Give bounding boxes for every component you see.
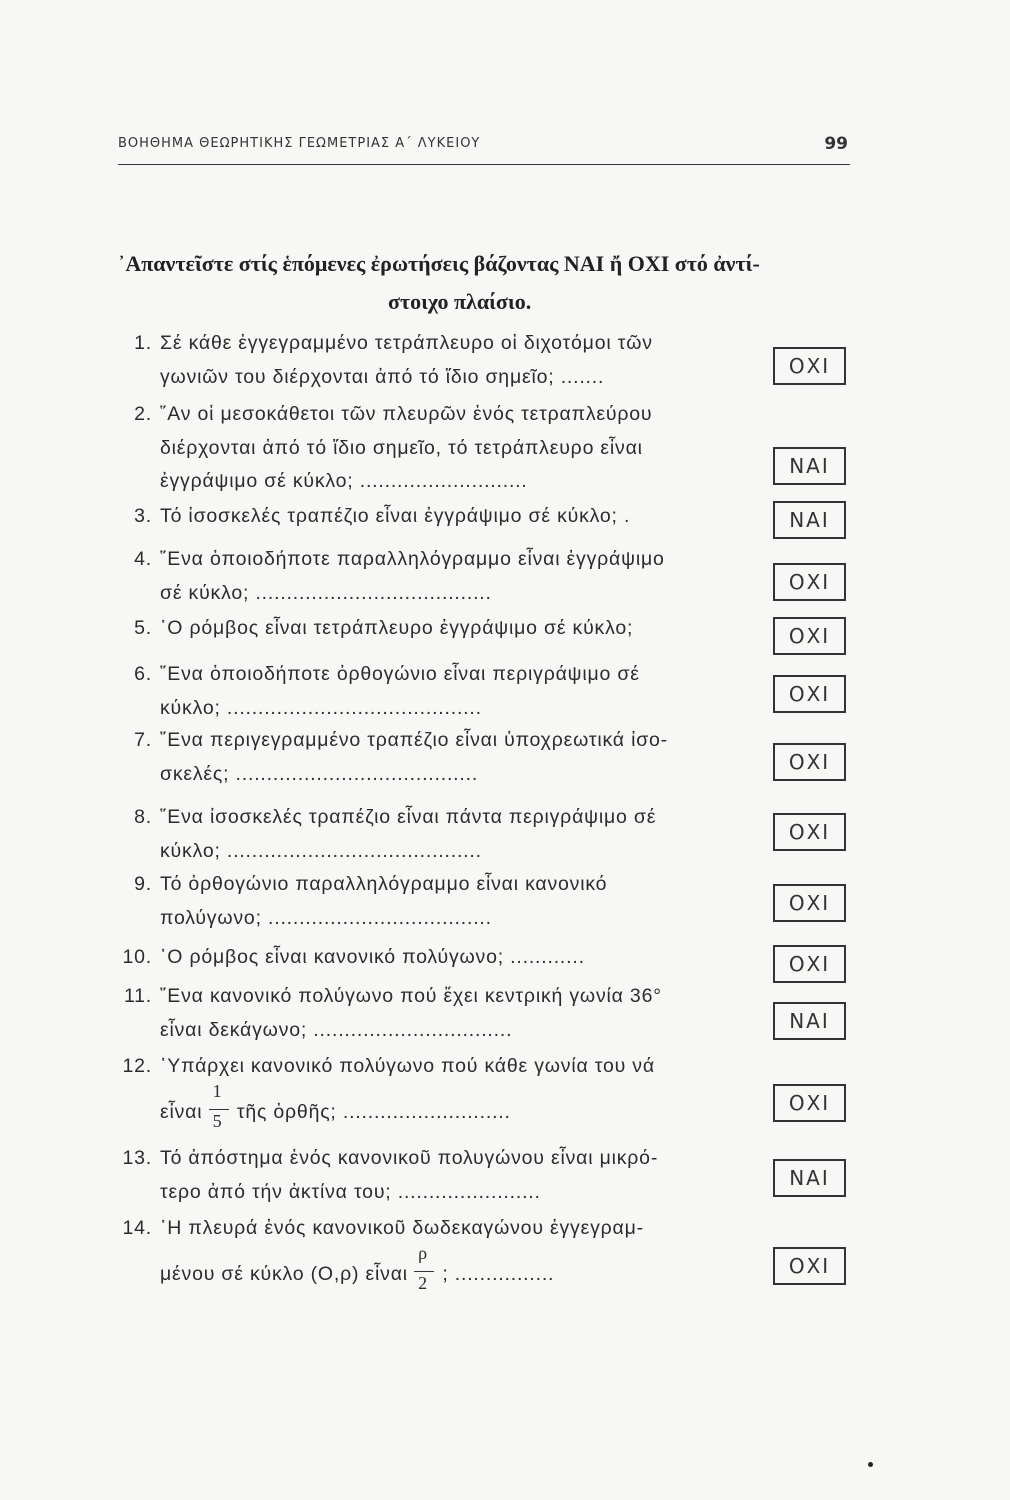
answer-box: ΟΧΙ [773, 743, 846, 781]
fraction-suffix: ; ................ [436, 1262, 555, 1285]
question-line: Τό ἰσοσκελές τραπέζιο εἶναι ἐγγράψιμο σέ κύκλο; . [160, 505, 631, 527]
question-line: Σέ κάθε ἐγγεγραμμένο τετράπλευρο οἱ διχοτόμοι τῶν [160, 332, 653, 354]
question-number: 6. [134, 663, 152, 685]
answer-box: ΝΑΙ [773, 447, 846, 485]
answer-box: ΟΧΙ [773, 563, 846, 601]
fraction-numerator: ρ [418, 1243, 428, 1264]
question-line: ῞Ενα ὁποιοδήποτε παραλληλόγραμμο εἶναι ἐγγράψιμο [160, 548, 665, 570]
question-line: Τό ἀπόστημα ἑνός κανονικοῦ πολυγώνου εἶναι μικρό- [160, 1147, 659, 1169]
question-fraction-line [112, 1243, 555, 1294]
question-number: 12. [122, 1055, 152, 1077]
question-line: διέρχονται ἀπό τό ἴδιο σημεῖο, τό τετράπλευρο εἶναι [160, 436, 643, 459]
question-number: 2. [134, 403, 152, 425]
answer-box: ΝΑΙ [773, 501, 846, 539]
question-line: ῞Ενα ἰσοσκελές τραπέζιο εἶναι πάντα περιγράψιμο σέ [160, 806, 657, 828]
question-line: ῞Ενα ὁποιοδήποτε ὀρθογώνιο εἶναι περιγράψιμο σέ [160, 663, 640, 685]
fraction-denominator: 2 [418, 1273, 428, 1294]
answer-box: ΟΧΙ [773, 884, 846, 922]
instructions-line-1: ᾿Απαντεῖστε στίς ἑπόμενες ἐρωτήσεις βάζοντας ΝΑΙ ἤ ΟΧΙ στό ἀντί- [118, 251, 760, 276]
fraction-bar [414, 1271, 434, 1272]
question-text [112, 729, 668, 752]
question-number: 8. [134, 806, 152, 828]
question-line: πολύγωνο; .................................... [160, 906, 492, 929]
question-number: 13. [122, 1147, 152, 1169]
answer-box: ΟΧΙ [773, 813, 846, 851]
fraction [209, 1081, 231, 1132]
question-line: ῾Ο ρόμβος εἶναι τετράπλευρο ἐγγράψιμο σέ κύκλο; [160, 617, 634, 639]
question-line: Τό ὀρθογώνιο παραλληλόγραμμο εἶναι κανονικό [160, 873, 608, 895]
question-number: 11. [123, 985, 152, 1007]
question-line: ῾Ο ρόμβος εἶναι κανονικό πολύγωνο; ............ [160, 946, 585, 968]
question-line: τερο ἀπό τήν ἀκτίνα του; ....................... [160, 1180, 541, 1203]
question-text [112, 403, 652, 426]
question-text [112, 505, 630, 528]
question-number: 14. [122, 1217, 152, 1239]
answer-box: ΝΑΙ [773, 1002, 846, 1040]
answer-box: ΟΧΙ [773, 617, 846, 655]
answer-box: ΟΧΙ [773, 945, 846, 983]
instructions [118, 245, 858, 321]
question-number: 5. [134, 617, 152, 639]
question-text [112, 873, 607, 896]
question-line: ῞Ενα περιγεγραμμένο τραπέζιο εἶναι ὑποχρεωτικά ἰσο- [160, 729, 668, 751]
question-text [112, 806, 656, 829]
answer-box: ΝΑΙ [773, 1159, 846, 1197]
fraction-prefix: εἶναι [160, 1100, 209, 1123]
question-line: ῞Ενα κανονικό πολύγωνο πού ἔχει κεντρική γωνία 36° [160, 985, 662, 1007]
fraction-denominator: 5 [212, 1111, 223, 1132]
question-line: σκελές; ....................................... [160, 762, 479, 785]
question-text [112, 548, 665, 571]
answer-box: ΟΧΙ [773, 1084, 846, 1122]
question-number: 1. [134, 332, 152, 354]
answer-box: ΟΧΙ [773, 347, 846, 385]
question-text [112, 946, 585, 969]
question-number: 7. [134, 729, 152, 751]
question-number: 4. [134, 548, 152, 570]
fraction-suffix: τῆς ὀρθῆς; ........................... [230, 1100, 511, 1123]
fraction-prefix: μένου σέ κύκλο (Ο,ρ) εἶναι [160, 1262, 415, 1285]
header-title: ΒΟΗΘΗΜΑ ΘΕΩΡΗΤΙΚΗΣ ΓΕΩΜΕΤΡΙΑΣ Α΄ ΛΥΚΕΙΟΥ [118, 136, 481, 151]
question-text [112, 617, 633, 640]
question-line: γωνιῶν του διέρχονται ἀπό τό ἴδιο σημεῖο; ....... [160, 365, 605, 388]
question-line: σέ κύκλο; ...................................... [160, 581, 492, 604]
question-line: ῾Υπάρχει κανονικό πολύγωνο πού κάθε γωνία του νά [160, 1055, 655, 1077]
question-line: ἐγγράψιμο σέ κύκλο; ........................... [160, 470, 528, 492]
fraction-numerator: 1 [212, 1081, 223, 1102]
question-line: ῾Η πλευρά ἑνός κανονικοῦ δωδεκαγώνου ἐγγεγραμ- [160, 1217, 644, 1239]
fraction-bar [209, 1109, 229, 1110]
question-line: κύκλο; ......................................... [160, 696, 482, 719]
question-line: ῞Αν οἱ μεσοκάθετοι τῶν πλευρῶν ἑνός τετραπλεύρου [160, 403, 653, 425]
question-text [112, 332, 653, 355]
instructions-line-2: στοιχο πλαίσιο. [388, 289, 532, 314]
answer-box: ΟΧΙ [773, 675, 846, 713]
print-speck [868, 1462, 873, 1467]
page-number: 99 [824, 134, 848, 154]
question-text [112, 1217, 644, 1240]
question-number: 9. [134, 873, 152, 895]
question-number: 3. [134, 505, 152, 527]
fraction [414, 1243, 436, 1294]
question-text [112, 1055, 655, 1078]
question-number: 10. [122, 946, 152, 968]
answer-box: ΟΧΙ [773, 1247, 846, 1285]
question-fraction-line [112, 1081, 511, 1132]
question-text [112, 985, 662, 1008]
question-line: εἶναι δεκάγωνο; ................................ [160, 1018, 513, 1041]
question-text [112, 1147, 658, 1170]
running-header [118, 132, 850, 165]
question-line: κύκλο; ......................................... [160, 839, 482, 862]
question-text [112, 663, 640, 686]
